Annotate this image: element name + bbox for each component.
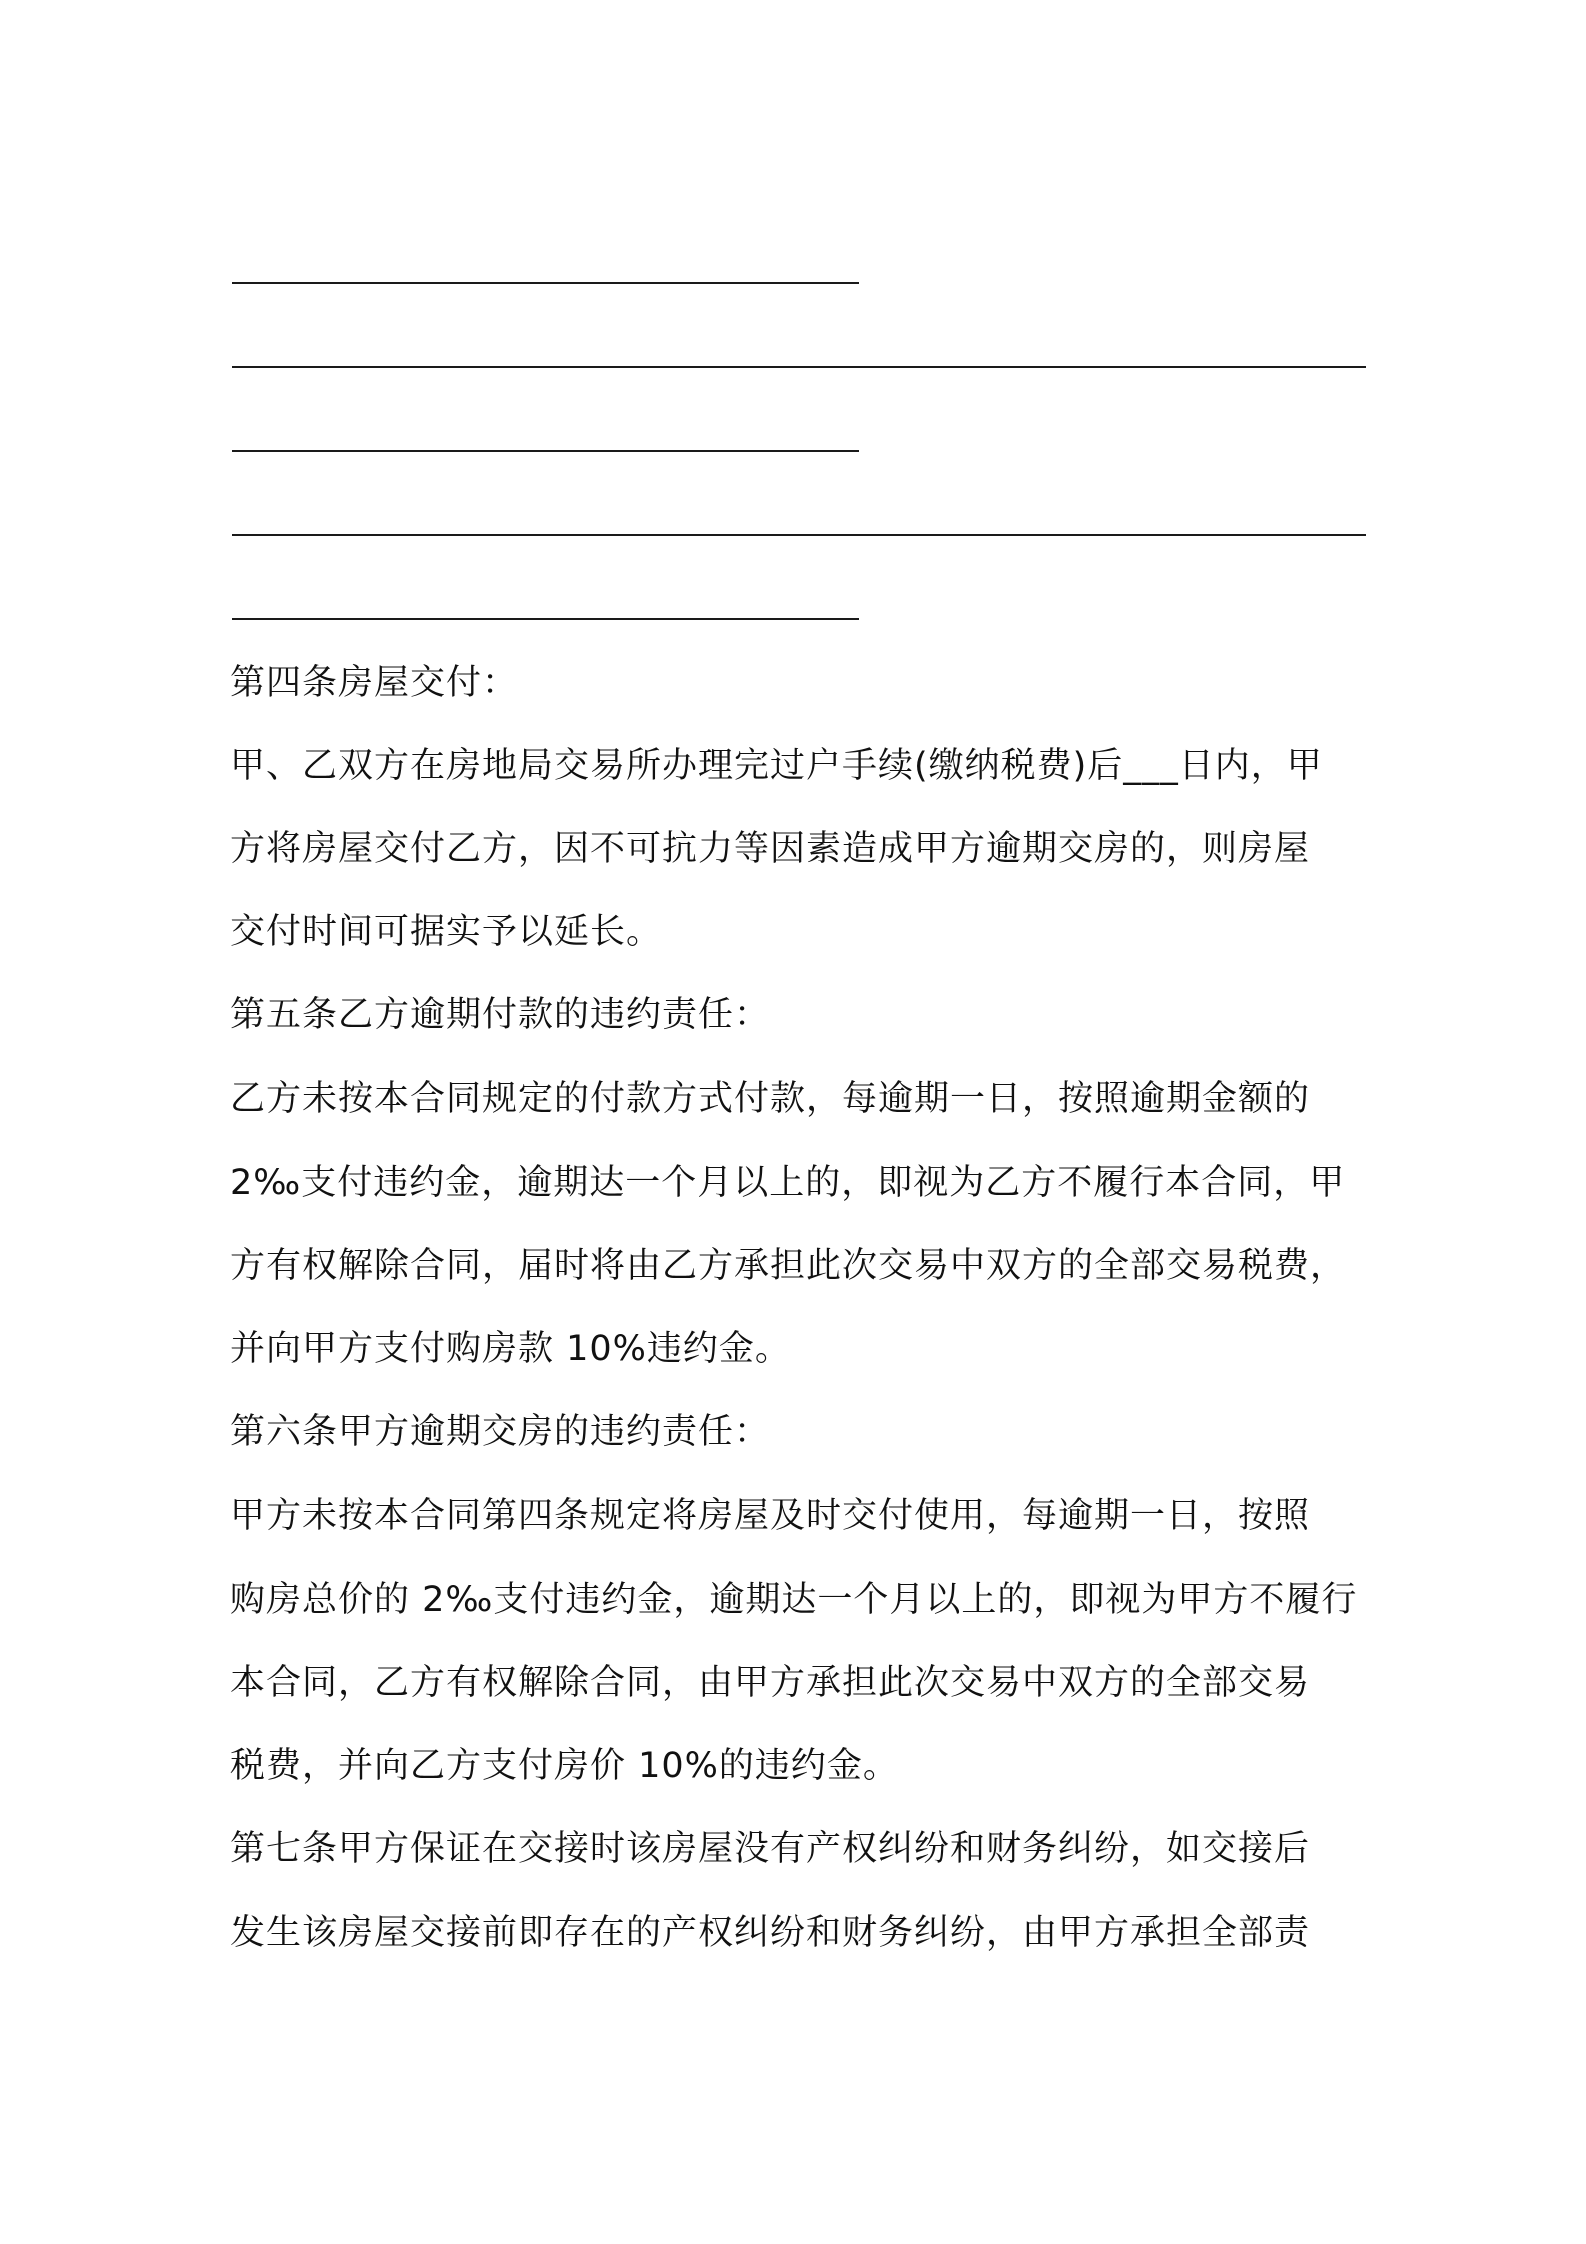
article-5-line-2: 2‰支付违约金，逾期达一个月以上的，即视为乙方不履行本合同，甲 [230,1163,1346,1203]
blank-line-3 [232,450,859,452]
article-5-heading: 第五条乙方逾期付款的违约责任： [230,995,771,1035]
article-6-line-2: 购房总价的 2‰支付违约金，逾期达一个月以上的，即视为甲方不履行 [230,1580,1358,1620]
article-6-line-1: 甲方未按本合同第四条规定将房屋及时交付使用，每逾期一日，按照 [230,1496,1311,1536]
article-4-line-2: 方将房屋交付乙方，因不可抗力等因素造成甲方逾期交房的，则房屋 [230,829,1311,869]
blank-line-2 [232,366,1366,368]
blank-line-5 [232,618,859,620]
article-4-heading: 第四条房屋交付： [230,663,519,703]
blank-line-1 [232,282,859,284]
article-6-heading: 第六条甲方逾期交房的违约责任： [230,1412,771,1452]
article-5-line-3: 方有权解除合同，届时将由乙方承担此次交易中双方的全部交易税费， [230,1246,1347,1286]
article-4-line-3: 交付时间可据实予以延长。 [230,912,663,952]
article-5-line-4: 并向甲方支付购房款 10%违约金。 [230,1329,791,1369]
article-7-line-1: 第七条甲方保证在交接时该房屋没有产权纠纷和财务纠纷，如交接后 [230,1829,1311,1869]
article-7-line-2: 发生该房屋交接前即存在的产权纠纷和财务纠纷，由甲方承担全部责 [230,1913,1311,1953]
blank-line-4 [232,534,1366,536]
article-6-line-4: 税费，并向乙方支付房价 10%的违约金。 [230,1746,899,1786]
article-5-line-1: 乙方未按本合同规定的付款方式付款，每逾期一日，按照逾期金额的 [230,1079,1311,1119]
article-4-line-1: 甲、乙双方在房地局交易所办理完过户手续(缴纳税费)后___日内，甲 [230,746,1323,786]
article-6-line-3: 本合同，乙方有权解除合同，由甲方承担此次交易中双方的全部交易 [230,1663,1311,1703]
